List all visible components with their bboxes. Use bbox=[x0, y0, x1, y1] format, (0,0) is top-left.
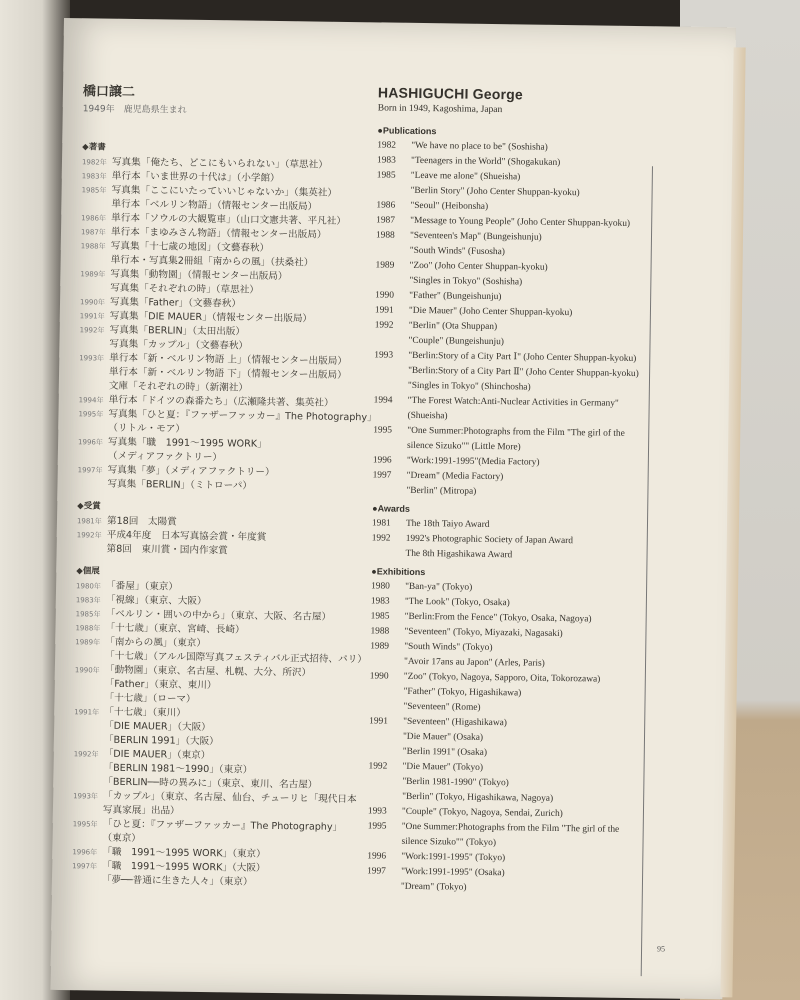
section-heading: ●Awards bbox=[372, 503, 411, 514]
entry-year bbox=[373, 408, 407, 423]
entry-year bbox=[374, 378, 408, 393]
entry-text: 第8回 東川賞・国内作家賞 bbox=[106, 543, 228, 557]
entry-year: 1980年 bbox=[76, 582, 101, 591]
list-item bbox=[372, 483, 657, 502]
entry-text: 写真集「十七歳の地図」（文藝春秋） bbox=[110, 240, 270, 254]
entry-year bbox=[77, 477, 107, 491]
entry-year bbox=[78, 421, 108, 435]
entry-text: "Work:1991-1995" (Osaka) bbox=[401, 866, 505, 879]
english-born: Born in 1949, Kagoshima, Japan bbox=[377, 103, 503, 116]
entry-text: 単行本「いま世界の十代は」（小学館） bbox=[111, 170, 280, 185]
english-sections bbox=[367, 125, 663, 898]
entry-text: 「BERLIN 1981～1990」（東京） bbox=[103, 762, 253, 776]
entry-text: "Die Mauer" (Tokyo) bbox=[402, 761, 484, 773]
entry-year: 1990年 bbox=[74, 666, 100, 675]
entry-text: 1992's Photographic Society of Japan Award bbox=[405, 533, 574, 547]
entry-text: "Seventeen" (Tokyo, Miyazaki, Nagasaki) bbox=[404, 626, 563, 640]
entry-text: 写真集「動物園」（情報センター出版局） bbox=[110, 268, 288, 283]
entry-text: "Berlin:From the Fence" (Tokyo, Osaka, Nagoya) bbox=[404, 611, 592, 625]
entry-year bbox=[373, 438, 407, 453]
entry-year: 1991年 bbox=[74, 708, 100, 717]
entry-year bbox=[76, 542, 106, 556]
entry-year bbox=[370, 654, 404, 669]
entry-text: 単行本「新・ベルリン物語 上」（情報センター出版局） bbox=[109, 352, 348, 367]
entry-text: 単行本「ドイツの森番たち」（広瀬隆共著、集英社） bbox=[108, 394, 334, 409]
entry-year: 1992年 bbox=[79, 326, 105, 335]
entry-year: 1981年 bbox=[76, 517, 102, 526]
entry-text: "Teenagers in the World" (Shogakukan) bbox=[410, 155, 561, 168]
entry-year: 1983 bbox=[370, 596, 390, 607]
entry-year bbox=[79, 365, 109, 379]
entry-text: "Couple" (Tokyo, Nagoya, Sendai, Zurich) bbox=[401, 806, 563, 820]
entry-text: 写真集「ひと夏：『ファザーファッカー』The Photography」 bbox=[108, 408, 377, 424]
entry-year bbox=[371, 546, 405, 561]
entry-year: 1993 bbox=[374, 350, 394, 361]
entry-text: 写真集「職 1991～1995 WORK」 bbox=[108, 436, 267, 450]
entry-year: 1996 bbox=[372, 455, 392, 466]
entry-year: 1989年 bbox=[80, 270, 106, 279]
entry-text: "Berlin 1981-1990" (Tokyo) bbox=[402, 776, 509, 789]
entry-text: "Avoir 17ans au Japon" (Arles, Paris) bbox=[403, 656, 545, 669]
entry-text: "Ban-ya" (Tokyo) bbox=[405, 581, 473, 593]
entry-text: "Berlin" (Tokyo, Higashikawa, Nagoya) bbox=[402, 791, 554, 804]
entry-text: 写真集「それぞれの時」（草思社） bbox=[110, 282, 259, 296]
entry-year: 1995年 bbox=[72, 820, 98, 829]
section-heading: ◆個展 bbox=[76, 566, 100, 577]
section-heading: ◆受賞 bbox=[77, 501, 101, 512]
entry-year: 1994 bbox=[373, 395, 393, 406]
entry-text: "We have no place to be" (Soshisha) bbox=[411, 140, 548, 153]
entry-text: 「職 1991～1995 WORK」（東京） bbox=[102, 846, 266, 860]
entry-year: 1992 bbox=[368, 761, 388, 772]
entry-year bbox=[377, 183, 411, 198]
entry-text: "One Summer:Photographs from the Film "The girl of the bbox=[401, 821, 620, 835]
entry-year: 1997 bbox=[372, 470, 392, 481]
entry-year: 1985年 bbox=[81, 186, 107, 195]
japanese-born: 1949年 鹿児島県生まれ bbox=[82, 104, 187, 116]
entry-text: 単行本・写真集2冊組「南からの風」（扶桑社） bbox=[110, 254, 314, 269]
entry-text: 写真集「夢」（メディアファクトリー） bbox=[107, 464, 275, 478]
entry-year: 1991年 bbox=[79, 312, 105, 321]
entry-year bbox=[72, 831, 102, 845]
entry-year: 1993 bbox=[367, 806, 387, 817]
entry-text: 写真集「ここにいたっていいじゃないか」（集英社） bbox=[111, 184, 338, 199]
entry-year bbox=[79, 379, 109, 393]
entry-year bbox=[375, 273, 409, 288]
entry-text: "Zoo" (Joho Center Shuppan-kyoku) bbox=[409, 260, 548, 273]
entry-year bbox=[81, 197, 111, 211]
entry-year: 1981 bbox=[371, 518, 391, 529]
entry-text: silence Sizuko"" (Tokyo) bbox=[401, 836, 497, 849]
entry-year: 1997年 bbox=[77, 466, 103, 475]
entry-year bbox=[73, 761, 103, 775]
entry-text: 写真集「Father」（文藝春秋） bbox=[109, 296, 242, 310]
entry-text: （リトル・モア） bbox=[108, 422, 186, 435]
entry-text: 「十七歳」（アルル国際写真フェスティバル正式招待、パリ） bbox=[105, 650, 367, 666]
entry-text: 文庫「それぞれの時」（新潮社） bbox=[108, 380, 249, 394]
entry-text: 「南からの風」（東京） bbox=[105, 636, 207, 650]
entry-text: (Shueisha) bbox=[407, 410, 448, 422]
entry-year: 1997 bbox=[367, 866, 386, 877]
entry-text: 「カップル」（東京、名古屋、仙台、チューリヒ「現代日本 bbox=[103, 790, 357, 806]
entry-year: 1992 bbox=[374, 320, 394, 331]
entry-text: 平成4年度 日本写真協会賞・年度賞 bbox=[106, 529, 267, 543]
entry-year: 1992年 bbox=[76, 531, 102, 540]
entry-text: "Seoul" (Heibonsha) bbox=[410, 200, 489, 212]
entry-year bbox=[368, 774, 402, 789]
english-column bbox=[367, 84, 663, 898]
entry-year: 1983 bbox=[376, 155, 396, 166]
entry-year: 1995 bbox=[373, 425, 393, 436]
entry-text: 「職 1991～1995 WORK」（大阪） bbox=[102, 860, 266, 874]
entry-text: "The Forest Watch:Anti-Nuclear Activities in Germany" bbox=[407, 395, 619, 409]
entry-text: 「動物園」（東京、名古屋、札幌、大分、所沢） bbox=[104, 664, 312, 679]
entry-year bbox=[75, 677, 105, 691]
entry-text: "Work:1991-1995"(Media Factory) bbox=[406, 455, 540, 468]
entry-text: 単行本「ソウルの大観覧車」（山口文憲共著、平凡社） bbox=[111, 212, 347, 227]
entry-year: 1996 bbox=[367, 851, 387, 862]
entry-year bbox=[369, 699, 403, 714]
section-heading: ●Publications bbox=[377, 125, 437, 137]
list-item bbox=[371, 546, 656, 565]
entry-text: "South Winds" (Tokyo) bbox=[404, 641, 493, 654]
english-name: HASHIGUCHI George bbox=[377, 84, 524, 103]
entry-year: 1985年 bbox=[75, 610, 101, 619]
entry-year bbox=[81, 253, 111, 267]
entry-year: 1989 bbox=[375, 260, 395, 271]
entry-text: 写真家展」出品） bbox=[102, 804, 180, 817]
entry-year: 1989 bbox=[370, 641, 390, 652]
entry-text: 「視線」（東京、大阪） bbox=[105, 594, 207, 608]
entry-year: 1983年 bbox=[81, 172, 107, 181]
entry-year bbox=[80, 281, 110, 295]
entry-text: （メディアファクトリー） bbox=[107, 450, 223, 464]
entry-year: 1987年 bbox=[80, 228, 106, 237]
entry-year: 1988年 bbox=[80, 242, 106, 251]
entry-text: silence Sizuko"" (Little More) bbox=[406, 440, 521, 453]
entry-text: "One Summer:Photographs from the Film "The girl of the bbox=[407, 425, 625, 439]
section-heading: ●Exhibitions bbox=[371, 566, 426, 578]
entry-text: "Father" (Tokyo, Higashikawa) bbox=[403, 686, 522, 699]
entry-year: 1987 bbox=[376, 215, 396, 226]
entry-text: "The Look" (Tokyo, Osaka) bbox=[404, 596, 510, 609]
entry-text: "Couple" (Bungeishunju) bbox=[408, 335, 505, 348]
entry-text: "Zoo" (Tokyo, Nagoya, Sapporo, Oita, Tokorozawa) bbox=[403, 671, 601, 685]
entry-year: 1997年 bbox=[72, 862, 98, 871]
entry-year bbox=[374, 333, 408, 348]
entry-text: "Die Mauer" (Joho Center Shuppan-kyoku) bbox=[408, 305, 573, 319]
entry-text: 「BERLIN 1991」（大阪） bbox=[103, 734, 219, 748]
entry-year bbox=[376, 243, 410, 258]
entry-text: 「十七歳」（東川） bbox=[104, 706, 186, 719]
entry-text: 「Father」（東京、東川） bbox=[104, 678, 217, 692]
entry-year bbox=[73, 803, 103, 817]
entry-year: 1990 bbox=[369, 671, 389, 682]
japanese-name: 橋口譲二 bbox=[82, 84, 136, 100]
entry-text: （東京） bbox=[102, 832, 142, 845]
entry-text: "Berlin 1991" (Osaka) bbox=[402, 746, 488, 758]
entry-year bbox=[74, 719, 104, 733]
entry-year: 1995年 bbox=[78, 410, 104, 419]
entry-year bbox=[372, 483, 406, 498]
entry-text: 「十七歳」（ローマ） bbox=[104, 692, 196, 705]
entry-year: 1988 bbox=[375, 230, 395, 241]
entry-text: "Berlin" (Ota Shuppan) bbox=[408, 320, 498, 333]
entry-text: "Seventeen" (Rome) bbox=[403, 701, 481, 713]
entry-year bbox=[367, 879, 401, 894]
entry-text: "Dream" (Media Factory) bbox=[406, 470, 504, 483]
entry-text: "South Winds" (Fusosha) bbox=[409, 245, 505, 258]
entry-text: 「DIE MAUER」（大阪） bbox=[104, 720, 211, 734]
entry-year: 1990 bbox=[375, 290, 394, 301]
entry-year: 1982 bbox=[377, 140, 397, 151]
entry-text: "Seventeen" (Higashikawa) bbox=[403, 716, 507, 729]
entry-text: "Singles in Tokyo" (Shinchosha) bbox=[407, 380, 531, 393]
list-item bbox=[72, 873, 362, 891]
entry-year: 1983年 bbox=[75, 596, 101, 605]
entry-year bbox=[74, 733, 104, 747]
entry-text: 「ひと夏：『ファザーファッカー』The Photography」 bbox=[102, 818, 343, 833]
entry-text: 写真集「カップル」（文藝春秋） bbox=[109, 338, 249, 352]
entry-text: 第18回 太陽賞 bbox=[106, 515, 177, 528]
entry-year bbox=[75, 649, 105, 663]
entry-text: "Die Mauer" (Osaka) bbox=[402, 731, 484, 743]
entry-text: "Seventeen's Map" (Bungeishunju) bbox=[409, 230, 542, 243]
entry-year bbox=[369, 744, 403, 759]
list-item bbox=[76, 542, 366, 560]
section-heading: ◆著書 bbox=[82, 142, 106, 153]
entry-year bbox=[72, 873, 102, 887]
entry-year: 1985 bbox=[370, 611, 390, 622]
entry-year: 1991 bbox=[374, 305, 394, 316]
entry-year: 1995 bbox=[367, 821, 387, 832]
page-number: 95 bbox=[656, 944, 666, 954]
entry-text: 「BERLIN──時の異みに」（東京、東川、名古屋） bbox=[103, 776, 318, 791]
entry-text: "Message to Young People" (Joho Center Shuppan-kyoku) bbox=[410, 215, 631, 229]
list-item bbox=[77, 477, 367, 495]
entry-year: 1989年 bbox=[75, 638, 101, 647]
entry-year: 1996年 bbox=[72, 848, 98, 857]
entry-text: 単行本「ベルリン物語」（情報センター出版局） bbox=[111, 198, 318, 213]
entry-text: "Berlin:Story of a City Part Ⅰ" (Joho Center Shuppan-kyoku) bbox=[408, 350, 637, 365]
entry-text: 単行本「まゆみさん物語」（情報センター出版局） bbox=[110, 226, 327, 241]
entry-text: "Berlin:Story of a City Part Ⅱ" (Joho Center Shuppan-kyoku) bbox=[408, 365, 639, 380]
entry-text: "Leave me alone" (Shueisha) bbox=[410, 170, 521, 183]
entry-text: 写真集「俺たち、どこにもいられない」（草思社） bbox=[111, 156, 328, 171]
entry-text: 「夢──普通に生きた人々」（東京） bbox=[101, 874, 253, 888]
entry-text: 単行本「新・ベルリン物語 下」（情報センター出版局） bbox=[108, 366, 347, 381]
entry-year: 1996年 bbox=[78, 438, 103, 447]
entry-text: "Berlin" (Mitropa) bbox=[406, 485, 477, 497]
entry-year bbox=[370, 684, 404, 699]
entry-year bbox=[73, 775, 103, 789]
entry-text: 写真集「BERLIN」（太田出版） bbox=[109, 324, 246, 338]
entry-year: 1986 bbox=[376, 200, 396, 211]
entry-text: "Father" (Bungeishunju) bbox=[409, 290, 502, 303]
entry-text: The 8th Higashikawa Award bbox=[405, 548, 513, 561]
book-page bbox=[50, 18, 736, 999]
entry-year: 1994年 bbox=[78, 396, 104, 405]
entry-text: The 18th Taiyo Award bbox=[405, 518, 490, 530]
entry-year: 1982年 bbox=[81, 158, 107, 167]
entry-text: 「十七歳」（東京、宮崎、長崎） bbox=[105, 622, 245, 636]
entry-year: 1986年 bbox=[81, 214, 107, 223]
entry-year: 1990年 bbox=[79, 298, 105, 307]
entry-year: 1980 bbox=[371, 581, 390, 592]
entry-text: 「DIE MAUER」（東京） bbox=[103, 748, 211, 762]
japanese-sections bbox=[72, 140, 377, 891]
entry-text: 写真集「BERLIN」（ミトローパ） bbox=[107, 478, 253, 492]
entry-text: "Berlin Story" (Joho Center Shuppan-kyoku) bbox=[410, 185, 580, 199]
entry-text: 「ベルリン・囲いの中から」（東京、大阪、名古屋） bbox=[105, 608, 332, 623]
entry-year: 1985 bbox=[376, 170, 396, 181]
japanese-column bbox=[72, 80, 377, 891]
entry-year: 1988 bbox=[370, 626, 390, 637]
entry-text: 写真集「DIE MAUER」（情報センター出版局） bbox=[109, 310, 313, 325]
entry-year bbox=[367, 834, 401, 849]
list-item bbox=[367, 879, 652, 898]
entry-year bbox=[79, 337, 109, 351]
entry-year bbox=[369, 729, 403, 744]
entry-text: "Work:1991-1995" (Tokyo) bbox=[401, 851, 506, 864]
entry-year bbox=[78, 449, 108, 463]
entry-text: "Singles in Tokyo" (Soshisha) bbox=[409, 275, 523, 288]
entry-year: 1993年 bbox=[73, 792, 99, 801]
entry-text: "Dream" (Tokyo) bbox=[400, 881, 467, 893]
entry-year bbox=[374, 363, 408, 378]
entry-text: 「番屋」（東京） bbox=[105, 580, 179, 593]
entry-year bbox=[74, 691, 104, 705]
entry-year: 1988年 bbox=[75, 624, 101, 633]
entry-year bbox=[368, 789, 402, 804]
entry-year: 1992年 bbox=[73, 750, 99, 759]
entry-year: 1992 bbox=[371, 533, 391, 544]
entry-year: 1993年 bbox=[79, 354, 105, 363]
entry-year: 1991 bbox=[369, 716, 389, 727]
